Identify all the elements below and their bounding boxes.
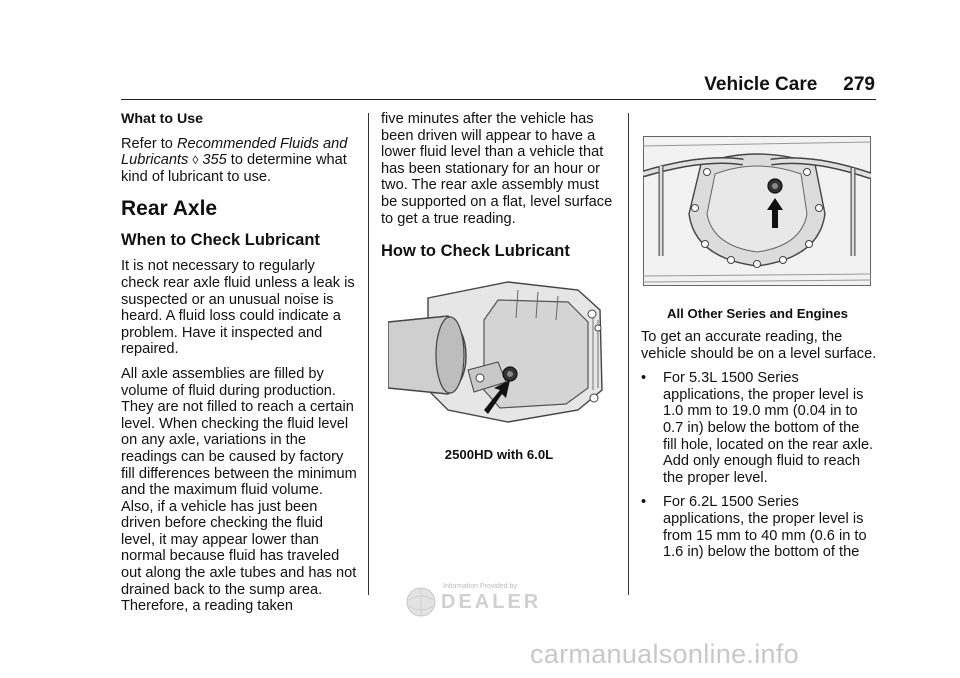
reading-paragraph: five minutes after the vehicle has been driven will appear to have a lower fluid level than a vehicle that has been stationary for an hour or two. The rear axle assembly must be supported on a flat, level surface to get a true reading. <box>381 111 613 227</box>
when-to-check-heading: When to Check Lubricant <box>121 231 320 250</box>
column-2 <box>381 111 617 269</box>
page-header <box>600 74 875 98</box>
what-to-use-heading: What to Use <box>121 111 203 127</box>
page-ref-number[interactable]: 355 <box>198 152 227 169</box>
column-divider-2 <box>628 113 629 595</box>
caption-other-series: All Other Series and Engines <box>666 306 848 321</box>
bullet-icon: • <box>641 370 647 387</box>
section-title: Vehicle Care <box>704 74 818 95</box>
recommended-fluids-link[interactable]: Recommended Fluids and Lubricants <box>121 135 348 169</box>
check-paragraph-2: All axle assemblies are filled by volume of fluid during production. They are not filled to reach a certain level. When checking the fluid level on any axle, variations in the readings can be caused by factory fill differences between the minimum and the maximum fluid volume. Also, if a vehicle has just been driven before checking the fluid level, it may appear lower than normal because fluid has traveled out along the axle tubes and has not drained back to the sump area. Therefore, a reading taken <box>121 365 357 615</box>
check-paragraph-1: It is not necessary to regularly check rear axle fluid unless a leak is suspected or an unusual noise is heard. A fluid loss could indicate a problem. Have it inspected and repaired. <box>121 258 355 358</box>
watermark-provided: Information Provided by: <box>443 583 519 590</box>
refer-paragraph: Refer to Recommended Fluids and Lubricants ◊ 355 to determine what kind of lubricant to use. <box>121 135 348 185</box>
rear-axle-heading: Rear Axle <box>121 197 218 221</box>
list-item: • For 6.2L 1500 Series applications, the proper level is from 15 mm to 40 mm (0.6 in to 1.6 in) below the bottom of the <box>641 494 867 561</box>
list-item: • For 5.3L 1500 Series applications, the proper level is 1.0 mm to 19.0 mm (0.04 in to 0.7 in) below the bottom of the fill hole, located on the rear axle. Add only enough fluid to reach the proper level. <box>641 370 874 486</box>
globe-icon <box>405 586 437 618</box>
dealer-watermark <box>405 583 550 619</box>
column-1 <box>121 111 357 623</box>
site-watermark: carmanualsonline.info <box>530 639 799 669</box>
page-ref-icon: ◊ <box>192 153 199 168</box>
bullet-icon: • <box>641 494 647 511</box>
page-number: 279 <box>843 74 875 95</box>
watermark-brand: DEALER <box>441 591 542 613</box>
header-rule <box>121 99 876 100</box>
column-divider-1 <box>368 113 369 595</box>
axle-2500hd-illustration <box>388 270 610 430</box>
how-to-check-heading: How to Check Lubricant <box>381 242 570 261</box>
column-3 <box>641 329 877 569</box>
caption-2500hd: 2500HD with 6.0L <box>444 447 554 462</box>
level-bullets <box>641 370 877 561</box>
axle-other-series-illustration <box>643 136 871 286</box>
level-paragraph: To get an accurate reading, the vehicle should be on a level surface. <box>641 329 877 362</box>
